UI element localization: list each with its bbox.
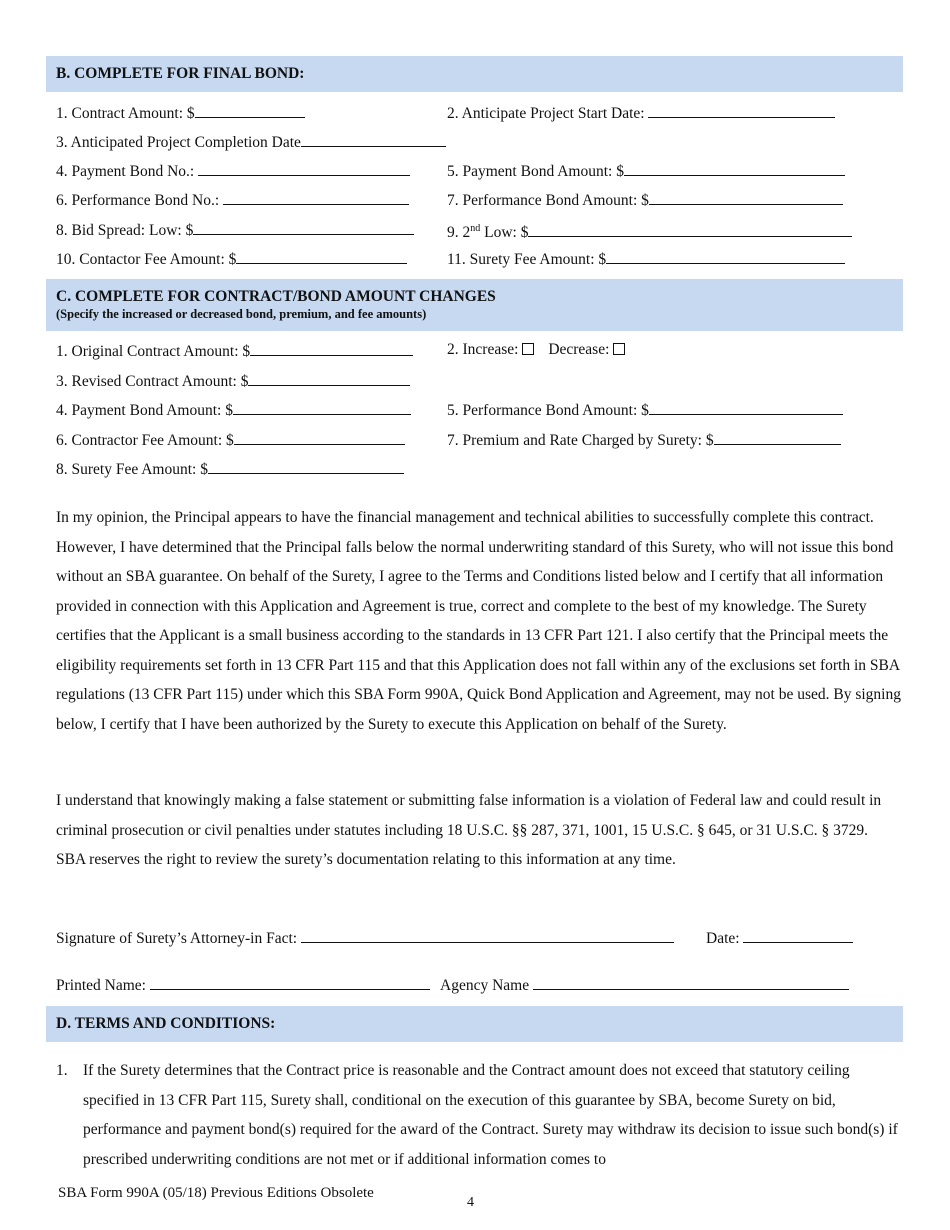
increase-checkbox[interactable]: [522, 343, 534, 355]
printed-name-field[interactable]: Printed Name:: [56, 975, 430, 995]
page-number: 4: [467, 1195, 474, 1210]
term-1-number: 1.: [56, 1062, 68, 1079]
agency-name-field[interactable]: Agency Name: [440, 975, 849, 995]
payment-bond-amount-field[interactable]: 5. Payment Bond Amount: $: [447, 161, 845, 181]
c-contractor-fee-amount-field[interactable]: 6. Contractor Fee Amount: $: [56, 430, 405, 450]
section-d-title: D. TERMS AND CONDITIONS:: [56, 1015, 276, 1032]
section-c-header: [46, 279, 903, 331]
decrease-checkbox[interactable]: [613, 343, 625, 355]
c-payment-bond-amount-field[interactable]: 4. Payment Bond Amount: $: [56, 400, 411, 420]
premium-rate-field[interactable]: 7. Premium and Rate Charged by Surety: $: [447, 430, 841, 450]
project-start-date-field[interactable]: 2. Anticipate Project Start Date:: [447, 103, 835, 123]
revised-contract-amount-field[interactable]: 3. Revised Contract Amount: $: [56, 371, 410, 391]
warning-paragraph: I understand that knowingly making a false statement or submitting false information is a violation of Federal law and could result in criminal prosecution or civil penalties under statutes including 18 U.S.C. §§ 287, 371, 1001, 15 U.S.C. § 645, or 31 U.S.C. § 3729. SBA reserves the right to review the surety’s documentation relating to this information at any time.: [56, 792, 882, 868]
section-d-header: [46, 1006, 903, 1042]
section-c-title: C. COMPLETE FOR CONTRACT/BOND AMOUNT CHANGES: [56, 288, 496, 305]
project-completion-date-field[interactable]: 3. Anticipated Project Completion Date: [56, 132, 446, 152]
signature-field[interactable]: Signature of Surety’s Attorney-in Fact:: [56, 928, 674, 948]
payment-bond-no-field[interactable]: 4. Payment Bond No.:: [56, 161, 410, 181]
surety-fee-amount-field[interactable]: 11. Surety Fee Amount: $: [447, 249, 845, 269]
c-surety-fee-amount-field[interactable]: 8. Surety Fee Amount: $: [56, 459, 404, 479]
term-1-text: If the Surety determines that the Contract price is reasonable and the Contract amount does not exceed that statutory ceiling specified in 13 CFR Part 115, Surety shall, conditional on the execution of this guarantee by SBA, become Surety on bid, performance and payment bond(s) required for the award of the Contract. Surety may withdraw its decision to issue such bond(s) if prescribed underwriting conditions are not met or if additional information comes to: [83, 1062, 898, 1168]
contractor-fee-amount-field[interactable]: 10. Contactor Fee Amount: $: [56, 249, 407, 269]
original-contract-amount-field[interactable]: 1. Original Contract Amount: $: [56, 341, 413, 361]
section-b-header: [46, 56, 903, 92]
increase-decrease-field: 2. Increase: Decrease:: [447, 341, 625, 359]
section-c-subtitle: (Specify the increased or decreased bond, premium, and fee amounts): [56, 307, 427, 321]
performance-bond-amount-field[interactable]: 7. Performance Bond Amount: $: [447, 190, 843, 210]
date-field[interactable]: Date:: [706, 928, 853, 948]
certification-paragraph: In my opinion, the Principal appears to have the financial management and technical abilities to successfully complete this contract. However, I have determined that the Principal falls below the normal underwriting standard of this Surety, who will not issue this bond without an SBA guarantee. On behalf of the Surety, I agree to the Terms and Conditions listed below and I certify that all information provided in connection with this Application and Agreement is true, correct and complete to the best of my knowledge. The Surety certifies that the Applicant is a small business according to the standards in 13 CFR Part 121. I also certify that the Principal meets the eligibility requirements set forth in 13 CFR Part 115 and that this Application does not fall within any of the exclusions set forth in SBA regulations (13 CFR Part 115) under which this SBA Form 990A, Quick Bond Application and Agreement, may not be used. By signing below, I certify that I have been authorized by the Surety to execute this Application on behalf of the Surety.: [56, 509, 901, 733]
bid-spread-low-field[interactable]: 8. Bid Spread: Low: $: [56, 220, 414, 240]
section-b-title: B. COMPLETE FOR FINAL BOND:: [56, 65, 305, 82]
contract-amount-field[interactable]: 1. Contract Amount: $: [56, 103, 305, 123]
form-footer: SBA Form 990A (05/18) Previous Editions Obsolete: [58, 1185, 374, 1201]
performance-bond-no-field[interactable]: 6. Performance Bond No.:: [56, 190, 409, 210]
second-low-field[interactable]: 9. 2nd Low: $: [447, 220, 852, 242]
c-performance-bond-amount-field[interactable]: 5. Performance Bond Amount: $: [447, 400, 843, 420]
